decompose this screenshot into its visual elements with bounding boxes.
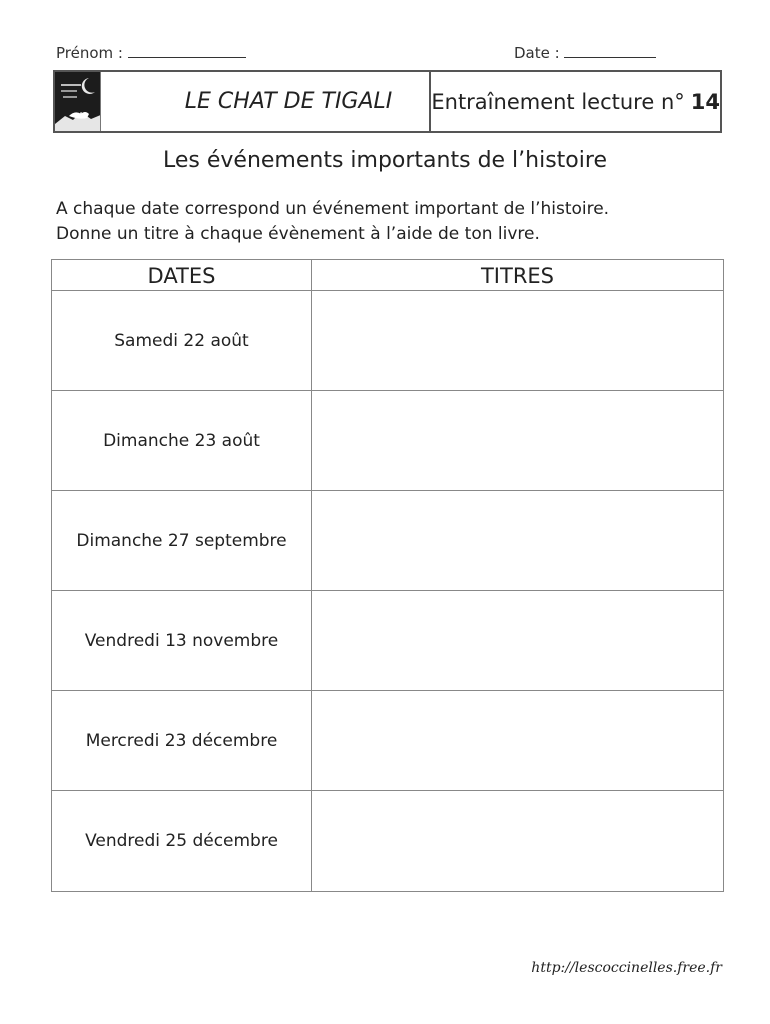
title-cell[interactable]	[312, 391, 723, 491]
date-cell: Dimanche 23 août	[52, 391, 312, 491]
instruction-line-2: Donne un titre à chaque évènement à l’aide de ton livre.	[56, 224, 540, 244]
header-dates: DATES	[52, 260, 312, 291]
book-cover-icon	[55, 72, 101, 131]
instruction-line-1: A chaque date correspond un événement important de l’histoire.	[56, 199, 610, 219]
date-blank-line	[564, 46, 656, 58]
date-field	[514, 44, 656, 62]
training-label-box	[431, 72, 720, 131]
footer-url: http://lescoccinelles.free.fr	[531, 960, 722, 976]
training-label: Entraînement lecture n°	[431, 89, 685, 114]
date-cell: Samedi 22 août	[52, 291, 312, 391]
book-title: LE CHAT DE TIGALI	[101, 72, 432, 131]
instructions	[56, 197, 609, 247]
prenom-label: Prénom :	[56, 44, 123, 62]
title-cell[interactable]	[312, 291, 723, 391]
title-cell[interactable]	[312, 591, 723, 691]
events-table	[51, 259, 724, 892]
prenom-field	[56, 44, 246, 62]
prenom-blank-line	[128, 46, 246, 58]
title-cell[interactable]	[312, 491, 723, 591]
date-label: Date :	[514, 44, 560, 62]
training-number: 14	[690, 89, 720, 114]
date-cell: Vendredi 13 novembre	[52, 591, 312, 691]
title-cell[interactable]	[312, 691, 723, 791]
header-titres: TITRES	[312, 260, 723, 291]
date-cell: Mercredi 23 décembre	[52, 691, 312, 791]
date-cell: Vendredi 25 décembre	[52, 791, 312, 891]
date-cell: Dimanche 27 septembre	[52, 491, 312, 591]
worksheet-header	[53, 70, 722, 133]
page-title: Les événements importants de l’histoire	[163, 148, 607, 173]
title-cell[interactable]	[312, 791, 723, 891]
